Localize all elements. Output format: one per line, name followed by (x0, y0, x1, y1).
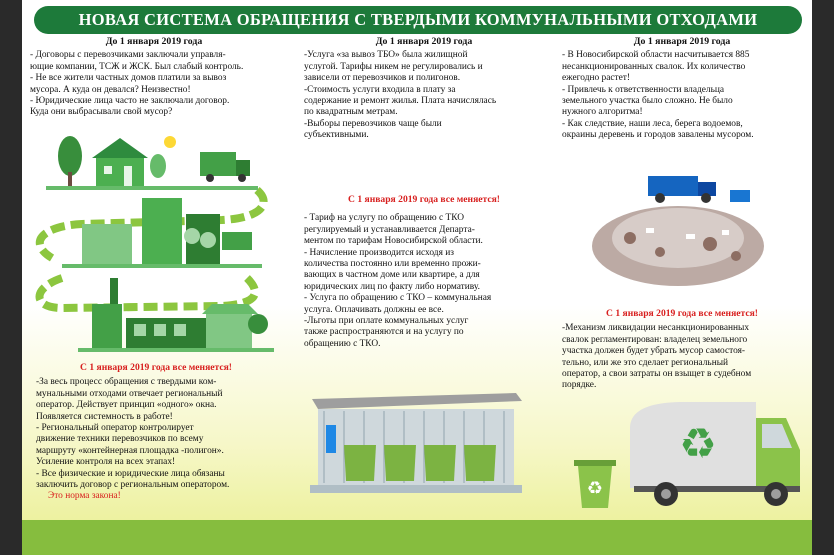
col3-before-line: несанкционированных свалок. Их количество (562, 61, 746, 72)
col2-before-line: -Услуга «за вывоз ТБО» была жилищной (304, 50, 468, 61)
sun-icon (164, 136, 176, 148)
col3-after-line: -Механизм ликвидации несанкционированных (562, 323, 750, 334)
poster-page (22, 0, 812, 555)
container-shed-icon (304, 385, 526, 497)
bottom-bar (22, 520, 812, 555)
factory-icon (82, 198, 252, 264)
col3-after-line: участка должен будет убрать мусор самостоя- (562, 346, 746, 357)
col1-before-line: ющие компании, ТСЖ и ЖСК. Был слабый контроль. (30, 61, 244, 72)
col2-before-line: по квадратным метрам. (304, 107, 398, 118)
column-right-after (562, 308, 802, 392)
col1-after-line: мунальными отходами отвечает региональный (36, 388, 223, 399)
col1-after-line: -За весь процесс обращения с твердыми ком- (36, 377, 217, 388)
col2-before-line: -Стоимость услуги входила в плату за (304, 84, 456, 95)
col1-before-line: Куда они выбрасывали свой мусор? (30, 107, 173, 118)
col1-before-title: До 1 января 2019 года (105, 36, 203, 47)
col2-after-line: - Услуга по обращению с ТКО – коммунальная (304, 293, 492, 304)
column-right (562, 36, 802, 142)
poster-header (34, 6, 802, 34)
col3-before-line: - Как следствие, наши леса, берега водоемов, (562, 118, 743, 129)
svg-text:♻: ♻ (586, 478, 604, 499)
col2-after-line: -Льготы при оплате коммунальных услуг (304, 316, 469, 327)
col2-after-line: - Начисление производится исходя из (304, 247, 454, 258)
col3-before-line: окраины деревень и городов завалены мусором. (562, 130, 754, 141)
recycle-plant-icon (92, 278, 268, 348)
col1-before-line: - Юридические лица часто не заключали договор. (30, 96, 230, 107)
col3-before-line: земельного участка было сложно. Не было (562, 96, 733, 107)
col3-before-line: - В Новосибирской области насчитывается 885 (562, 50, 750, 61)
col2-before-line: -Выборы перевозчиков чаще были (304, 118, 442, 129)
col1-after-line: движение техники перевозчиков по всему (36, 434, 204, 445)
garbage-truck-icon (630, 402, 800, 506)
col3-before-line: нужного алгоритма! (562, 107, 643, 118)
col1-after-line: маршруту «контейнерная площадка -полигон». (36, 445, 224, 456)
col2-after-line: юридических лиц по факту либо нормативу. (304, 281, 480, 292)
col1-after-line: оператор. Действует принцип «одного» окна. (36, 400, 217, 411)
col2-after-line: ментом по тарифам Новосибирской области. (304, 236, 483, 247)
waste-flow-illustration (22, 128, 278, 358)
col1-before-line: - Не все жители частных домов платили за вывоз (30, 73, 227, 84)
recycle-icon: ♻ (679, 419, 717, 468)
col1-before-line: - Договоры с перевозчиками заключали управля- (30, 50, 226, 61)
trash-bin-icon (574, 460, 616, 508)
column-left (30, 36, 278, 119)
garbage-truck-icon (200, 152, 250, 182)
col3-after-line: свалок регламентирован: владелец земельного (562, 334, 748, 345)
col2-after-line: услуга. Оплачивать должны ее все. (304, 304, 444, 315)
poster-title: НОВАЯ СИСТЕМА ОБРАЩЕНИЯ С ТВЕРДЫМИ КОММУНАЛЬНЫМИ ОТХОДАМИ (78, 10, 758, 29)
col3-before-line: - Привлечь к ответственности владельца (562, 84, 725, 95)
col2-before-title: До 1 января 2019 года (375, 36, 473, 47)
col1-closing: Это норма закона! (48, 491, 121, 502)
house-icon (92, 138, 148, 186)
col3-after-line: порядке. (562, 380, 597, 391)
column-middle-after (304, 194, 544, 350)
col2-after-line: также распространяются и на услугу по (304, 327, 464, 338)
col2-after-line: обращению с ТКО. (304, 338, 381, 349)
col1-after-title: С 1 января 2019 года все меняется! (80, 362, 232, 373)
col2-before-line: субъективными. (304, 130, 369, 141)
col1-before-line: мусора. А куда он девался? Неизвестно! (30, 84, 191, 95)
col3-before-title: До 1 января 2019 года (633, 36, 731, 47)
col3-after-line: тельно, или же это сделает региональный (562, 357, 729, 368)
col3-after-line: оператор, а свои затраты он взыщет в судебном (562, 369, 752, 380)
col2-after-line: регулируемый и устанавливается Департа- (304, 224, 475, 235)
col2-after-line: количества постоянно или временно прожи- (304, 259, 481, 270)
garbage-truck-illustration (574, 398, 806, 508)
col2-after-line: вающих в частном доме или квартире, а для (304, 270, 480, 281)
col1-after-line: Появляется системность в работе! (36, 411, 173, 422)
column-left-after (36, 362, 276, 503)
col1-after-line: Усиление контроля на всех этапах! (36, 457, 176, 468)
col2-after-title: С 1 января 2019 года все меняется! (348, 194, 500, 205)
column-middle (304, 36, 544, 142)
col1-after-line: - Региональный оператор контролирует (36, 423, 194, 434)
col1-after-line: заключить договор с региональным оператором. (36, 480, 230, 491)
col2-before-line: услугой. Тарифы никем не регулировались и (304, 61, 483, 72)
col3-after-title: С 1 января 2019 года все меняется! (606, 308, 758, 319)
col2-before-line: содержание и ремонт жилья. Плата начислялась (304, 96, 497, 107)
col2-after-line: - Тариф на услугу по обращению с ТКО (304, 213, 464, 224)
col1-after-line: - Все физические и юридические лица обязаны (36, 468, 225, 479)
col3-before-line: ежегодно растет! (562, 73, 631, 84)
col2-before-line: зависели от перевозчиков и полигонов. (304, 73, 461, 84)
landfill-icon (590, 168, 766, 288)
